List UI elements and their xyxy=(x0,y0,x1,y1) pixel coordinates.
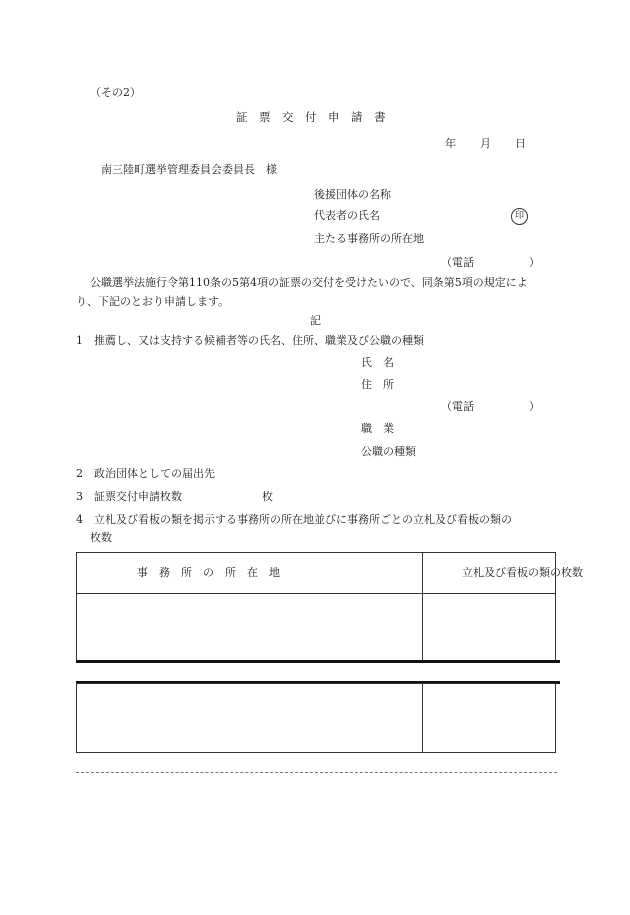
candidate-name-label: 氏 名 xyxy=(361,356,394,369)
page-title: 証 票 交 付 申 請 書 xyxy=(236,110,386,124)
body-line-2: り、下記のとおり申請します。 xyxy=(76,295,230,308)
date-day: 日 xyxy=(515,137,526,150)
item-1: 1 推薦し、又は支持する候補者等の氏名、住所、職業及び公職の種類 xyxy=(76,334,424,347)
applicant-phone: （電話 ） xyxy=(441,256,540,269)
candidate-occupation-label: 職 業 xyxy=(361,422,394,435)
candidate-phone: （電話 ） xyxy=(441,400,540,413)
item-2: 2 政治団体としての届出先 xyxy=(76,467,215,480)
date-month: 月 xyxy=(480,137,491,150)
item-4-line-1: 4 立札及び看板の類を掲示する事務所の所在地並びに事務所ごとの立札及び看板の類の xyxy=(76,513,512,526)
item-3: 3 証票交付申請枚数 xyxy=(76,490,182,503)
addressee: 南三陸町選挙管理委員会委員長 様 xyxy=(101,163,277,176)
office-table-top xyxy=(76,552,583,662)
table-header-sign-count: 立札及び看板の類の枚数 xyxy=(462,566,583,579)
body-line-1: 公職選挙法施行令第110条の5第4項の証票の交付を受けたいので、同条第5項の規定によ xyxy=(90,276,528,289)
applicant-office-address: 主たる事務所の所在地 xyxy=(314,232,424,245)
applicant-rep-name: 代表者の氏名 xyxy=(314,209,380,222)
table-column-divider xyxy=(422,684,423,752)
office-table-bottom xyxy=(76,683,556,753)
candidate-office-type-label: 公職の種類 xyxy=(361,445,416,458)
table-column-divider xyxy=(422,553,423,661)
candidate-address-label: 住 所 xyxy=(361,378,394,391)
seal-mark: 印 xyxy=(511,208,528,225)
applicant-org-name: 後援団体の名称 xyxy=(314,188,391,201)
cut-line xyxy=(76,772,557,773)
item-3-unit: 枚 xyxy=(262,490,273,503)
ki-heading: 記 xyxy=(310,314,321,327)
date-year: 年 xyxy=(445,137,456,150)
form-variant: （その2） xyxy=(90,86,141,99)
table-header-divider xyxy=(77,593,555,594)
table-break-top xyxy=(76,660,560,663)
table-header-office-address: 事 務 所 の 所 在 地 xyxy=(137,566,280,579)
item-4-line-2: 枚数 xyxy=(90,531,112,544)
